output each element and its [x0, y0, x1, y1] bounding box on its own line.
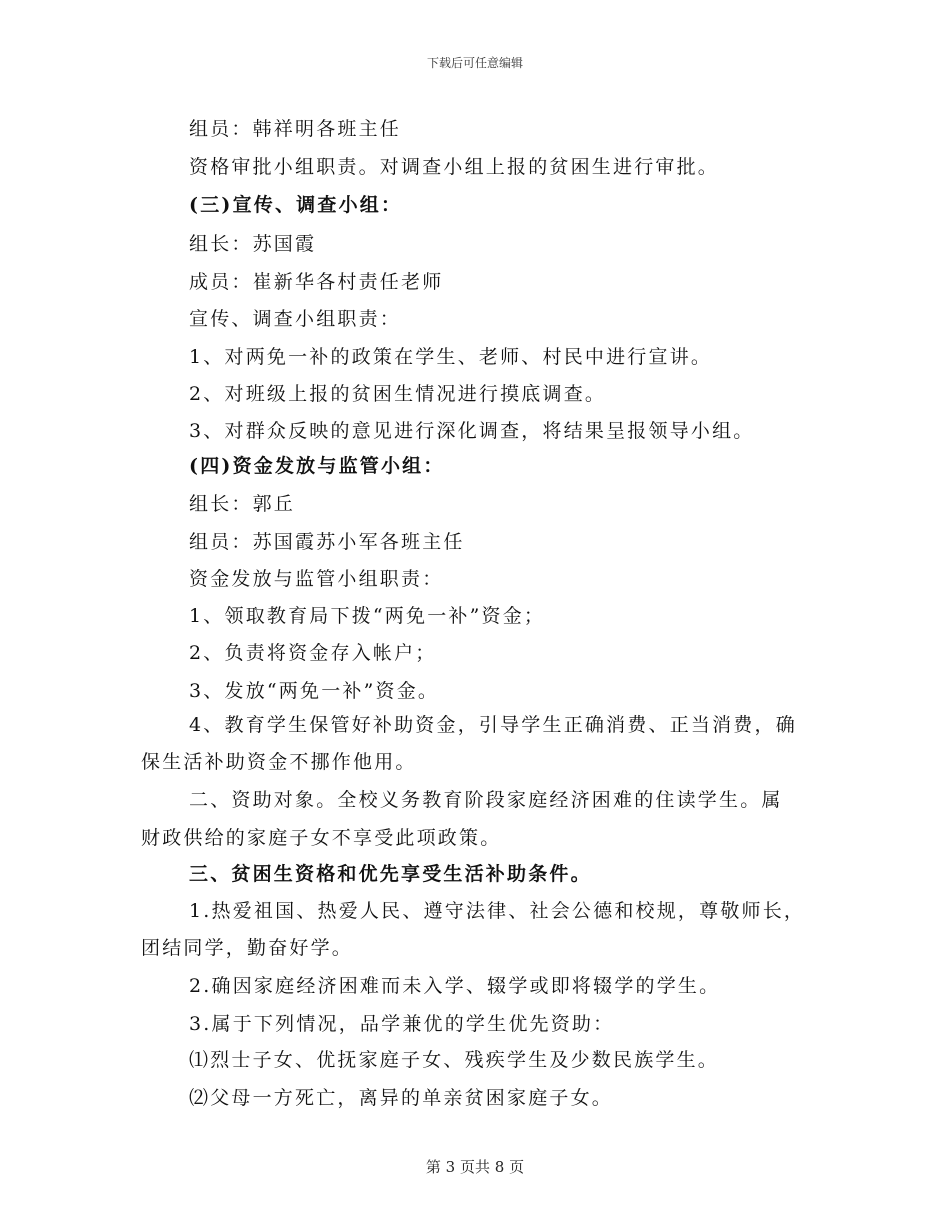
section-heading: (四)资金发放与监管小组：	[189, 455, 445, 477]
page-header: 下载后可任意编辑	[426, 56, 523, 70]
text-line: 资格审批小组职责。对调查小组上报的贫困生进行审批。	[189, 156, 720, 178]
text-line: 组长：郭丘	[189, 493, 296, 515]
text-line: 宣传、调查小组职责：	[189, 308, 402, 330]
text-line: 组长：苏国霞	[189, 233, 317, 255]
text-line: 资金发放与监管小组职责：	[189, 568, 444, 590]
text-line: 组员：韩祥明各班主任	[189, 118, 402, 140]
text-line: 2.确因家庭经济困难而未入学、辍学或即将辍学的学生。	[189, 975, 721, 997]
text-line: 3、发放“两免一补”资金。	[189, 680, 440, 702]
text-line: 2、对班级上报的贫困生情况进行摸底调查。	[189, 383, 607, 405]
text-line: 3.属于下列情况，品学兼优的学生优先资助：	[189, 1013, 615, 1035]
section-heading: 三、贫困生资格和优先享受生活补助条件。	[189, 863, 592, 885]
text-line: 4、教育学生保管好补助资金，引导学生正确消费、正当消费，确	[189, 714, 797, 736]
text-line: 成员：崔新华各村责任老师	[189, 271, 444, 293]
page-footer: 第 3 页共 8 页	[425, 1158, 525, 1176]
text-line: 1、对两免一补的政策在学生、老师、村民中进行宣讲。	[189, 346, 713, 368]
text-line: 团结同学，勤奋好学。	[141, 937, 354, 959]
text-line: 2、负责将资金存入帐户；	[189, 642, 437, 664]
text-line: 保生活补助资金不挪作他用。	[141, 751, 417, 773]
text-line: ⑵父母一方死亡，离异的单亲贫困家庭子女。	[189, 1087, 614, 1109]
section-heading: (三)宣传、调查小组：	[189, 194, 403, 216]
text-line: ⑴烈士子女、优抚家庭子女、残疾学生及少数民族学生。	[189, 1049, 720, 1071]
text-line: 1.热爱祖国、热爱人民、遵守法律、社会公德和校规，尊敬师长，	[189, 900, 806, 922]
text-line: 3、对群众反映的意见进行深化调查，将结果呈报领导小组。	[189, 420, 755, 442]
text-line: 二、资助对象。全校义务教育阶段家庭经济困难的住读学生。属	[189, 789, 783, 811]
text-line: 财政供给的家庭子女不享受此项政策。	[141, 827, 502, 849]
text-line: 组员：苏国霞苏小军各班主任	[189, 531, 465, 553]
text-line: 1、领取教育局下拨“两免一补”资金；	[189, 605, 546, 627]
